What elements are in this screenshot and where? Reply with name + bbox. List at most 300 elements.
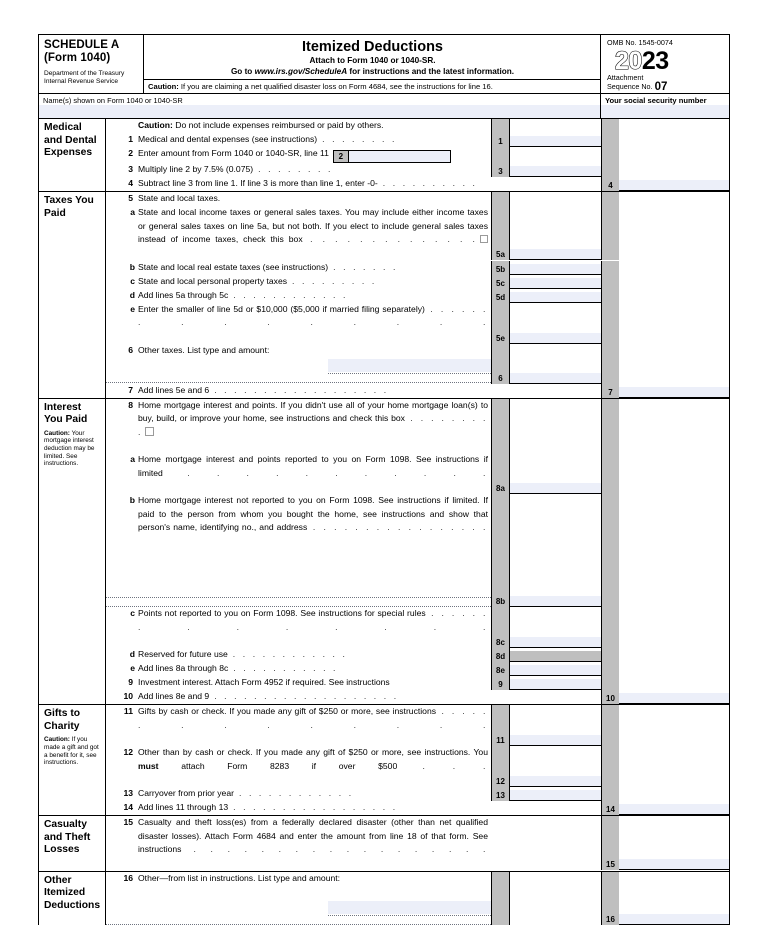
total-amount-input [619,147,729,163]
schedule-a-form [38,34,730,925]
line-description [138,147,491,163]
amount-columns [491,690,729,704]
ssn-field-label: Your social security number [601,94,729,105]
amount-input[interactable] [510,494,601,607]
line-description [138,303,491,344]
amount-cell [491,119,601,133]
amount-columns [491,607,729,648]
name-field-group[interactable] [39,94,601,118]
amount-input [510,648,601,662]
amount-line-tag: 8b [492,494,510,607]
amount-line-tag: 5b [492,261,510,275]
attachment-number: 07 [654,80,668,93]
line-number: 6 [128,344,133,355]
total-amount-input[interactable] [619,177,729,191]
leader-dots: . . . . . . . . . . . . . . . [138,303,488,328]
section-heading [39,192,105,397]
line-number: 11 [123,706,133,717]
total-amount-input[interactable] [619,816,729,870]
line-text-area [106,289,491,303]
line-description-text: Home mortgage interest not reported to you on Form 1098. See instructions if limited. If paid to the person from whom you bought the home, see instructions and show that person's name, identifying no., and address [138,494,488,533]
amount-input [510,147,601,163]
line-description-text: Points not reported to you on Form 1098. See instructions for special rules [138,608,426,619]
section-lines [105,816,729,870]
amount-columns [491,303,729,344]
total-line-tag: 14 [601,801,619,815]
amount-cell [491,399,601,453]
form-line [106,801,729,815]
total-line-tag: 15 [601,816,619,870]
amount-cell-spacer [491,690,601,704]
form-line [106,662,729,676]
amount-cell [491,872,601,925]
section-title: Taxes You Paid [44,195,94,219]
line-text-area [106,261,491,275]
amount-cell[interactable] [491,261,601,275]
write-in-line[interactable] [328,915,491,916]
line-number: 13 [123,788,133,799]
total-amount-input [619,705,729,746]
line-number: a [130,453,135,464]
attachment-sequence [607,74,725,91]
section-note-label: Caution: [44,429,70,437]
section-heading [39,399,105,705]
line-description [138,690,491,704]
line-text-area [106,648,491,662]
masthead-left [39,35,144,93]
dept-line-1: Department of the Treasury [44,70,125,77]
ssn-input[interactable] [601,105,729,118]
section-title: Medical and Dental Expenses [44,122,97,159]
amount-cell [491,147,601,163]
line-description [138,648,491,662]
line-description [138,119,491,133]
amount-cell [491,648,601,662]
form-line [106,192,729,206]
total-line-tag [601,746,619,787]
total-line-tag [601,163,619,177]
amount-columns [491,648,729,662]
election-checkbox[interactable] [145,427,154,436]
amount-columns [491,705,729,746]
line-description [138,787,491,801]
line-description [138,177,491,191]
amount-line-tag [492,192,510,206]
form-number-label: (Form 1040) [44,51,111,64]
name-input[interactable] [39,105,600,118]
amount-columns [491,261,729,275]
amount-line-tag [492,872,510,925]
leader-dots: . . . . . . . . . . . [162,467,488,478]
line-description-text: Carryover from prior year [138,788,234,799]
form-line [106,177,729,191]
line-description [138,453,491,494]
amount-cell[interactable] [491,676,601,690]
total-line-tag [601,147,619,163]
line-text-area [106,177,491,191]
amount-line-tag [492,119,510,133]
total-amount-input [619,453,729,494]
section-lines [105,119,729,191]
line-description [138,399,491,453]
attachment-label-1: Attachment [607,73,644,82]
total-amount-input [619,133,729,147]
amount-input[interactable] [510,289,601,303]
irs-url-link[interactable]: www.irs.gov/ScheduleA [254,67,348,76]
taxpayer-identification-row [39,93,729,118]
inline-line-tag: 2 [334,151,349,162]
page-title: Itemized Deductions [302,39,443,55]
section-lines [105,705,729,815]
leader-dots: . . . . . . . . . . . . [227,649,348,660]
total-line-tag [601,705,619,746]
amount-cell[interactable] [491,607,601,648]
goto-prefix: Go to [230,67,255,76]
amount-line-tag: 5c [492,275,510,289]
amount-line-tag: 13 [492,787,510,801]
amount-cell[interactable] [491,662,601,676]
total-line-tag [601,206,619,260]
amount-cell[interactable] [491,206,601,260]
amount-columns [491,816,729,870]
line-text-area [106,872,491,925]
caution-label: Caution: [148,82,179,92]
section-title: Casualty and Theft Losses [44,819,91,856]
amount-input[interactable] [510,303,601,344]
amount-input[interactable] [510,746,601,787]
line-text-area [106,453,491,494]
amount-columns [491,177,729,191]
line-description [138,494,491,548]
leader-dots: . . . . . . . . . . . . . . [138,608,488,632]
amount-input[interactable] [510,206,601,260]
line-number: b [129,261,135,272]
amount-line-tag: 8c [492,607,510,648]
amount-columns [491,801,729,815]
attachment-label-2: Sequence No. [607,81,653,91]
line-description [138,261,491,275]
amount-cell[interactable] [491,494,601,607]
line-number: 9 [128,677,133,688]
total-line-tag [601,676,619,690]
goto-suffix: for instructions and the latest information. [347,67,515,76]
line-text-area [106,676,491,690]
total-amount-input [619,303,729,344]
form-section [39,815,729,870]
line-caution-label: Caution: [138,120,173,131]
amount-input[interactable] [510,787,601,801]
line-text-area [106,133,491,147]
line-text-area [106,746,491,787]
line-description-text: Add lines 8a through 8c [138,663,229,674]
write-in-line[interactable] [106,597,491,598]
amount-input[interactable] [510,344,601,384]
leader-dots: . . . . . . . . . [138,413,488,437]
leader-dots: . . . . . . . . . . . . . . [138,706,488,730]
line-description [138,163,491,177]
line-description-text: Reserved for future use [138,649,228,660]
amount-columns [491,119,729,133]
form-line [106,275,729,289]
line-number: 16 [123,872,133,883]
amount-columns [491,163,729,177]
total-line-tag [601,275,619,289]
form-line [106,705,729,746]
amount-line-tag: 8d [492,648,510,662]
schedule-name [44,39,139,64]
leader-dots: . . . . . . . . . . [377,178,478,189]
amount-cell[interactable] [491,746,601,787]
amount-cell[interactable] [491,275,601,289]
amount-cell[interactable] [491,289,601,303]
line-description [138,801,491,815]
leader-dots: . . . . . . . . . . . . . . . . . . [181,844,488,855]
section-title: Interest You Paid [44,401,88,426]
amount-input[interactable] [510,453,601,494]
amount-cell[interactable] [491,303,601,344]
leader-dots: . . . . . . . . . . . . [233,788,354,799]
total-line-tag: 16 [601,872,619,925]
line-description [138,872,491,886]
line-text-area [106,206,491,260]
total-amount-input [619,746,729,787]
line-number: c [130,275,135,286]
masthead-right [601,35,729,93]
section-note [44,430,102,468]
total-amount-input[interactable] [619,801,729,815]
total-line-tag [601,303,619,344]
amount-columns [491,872,729,925]
masthead-caution [144,79,600,92]
form-line [106,690,729,704]
form-section [39,118,729,191]
line-description-text: Enter the smaller of line 5d or $10,000 ($5,000 if married filing separately) [138,303,425,314]
form-section [39,704,729,815]
amount-columns [491,662,729,676]
line-number: 5 [128,193,133,204]
inline-amount-box[interactable] [333,150,451,163]
line-number: 2 [128,148,133,159]
line-description [138,816,491,870]
form-line [106,648,729,662]
form-line [106,119,729,133]
line-description-text: Home mortgage interest and points reported to you on Form 1098. See instructions if limited [138,453,488,478]
amount-input[interactable] [510,662,601,676]
total-amount-input [619,192,729,206]
amount-input[interactable] [510,607,601,648]
ssn-field-group[interactable] [601,94,729,118]
amount-line-tag: 9 [492,676,510,690]
total-line-tag: 7 [601,384,619,398]
total-amount-input [619,163,729,177]
line-description-text-2: attach Form 8283 if over $500 [158,760,398,771]
leader-dots: . . . . . . . . . . . . . . [302,234,478,245]
election-checkbox[interactable] [480,235,489,244]
total-amount-input [619,787,729,801]
line-number: a [130,207,135,218]
section-lines [105,399,729,705]
leader-dots: . . . . . . . . . . . . . . . . . . [209,384,389,395]
section-lines [105,872,729,925]
leader-dots: . . . . . . . . [253,164,333,175]
line-number: d [129,649,135,660]
amount-columns [491,147,729,163]
leader-dots: . . . . . . . . . . . . . . . . . [228,802,398,813]
amount-line-tag [492,399,510,453]
masthead-center [144,35,601,93]
form-line [106,289,729,303]
inline-amount-input[interactable] [349,151,450,162]
amount-cell[interactable] [491,163,601,177]
line-description-text: Do not include expenses reimbursed or paid by others. [172,120,384,131]
total-amount-input [619,261,729,275]
line-description [138,289,491,303]
line-text-area [106,787,491,801]
amount-cell-spacer [491,816,601,870]
form-line [106,872,729,925]
amount-line-tag: 12 [492,746,510,787]
line-description [138,206,491,260]
form-section [39,191,729,397]
form-line [106,816,729,870]
line-description [138,662,491,676]
line-text-area [106,119,491,133]
line-number: 10 [123,691,133,702]
form-line [106,399,729,453]
amount-input[interactable] [510,261,601,275]
form-line [106,494,729,607]
line-description [138,607,491,648]
amount-line-tag: 3 [492,163,510,177]
leader-dots: . . . . . . . . . . . [228,663,339,674]
amount-cell[interactable] [491,133,601,147]
line-text-area [106,607,491,648]
tax-year-prefix: 20 [615,47,642,75]
total-line-tag [601,494,619,607]
line-description-text: Casualty and theft loss(es) from a federally declared disaster (other than net qualified disaster losses). Attach Form 4684 and enter the amount from line 18 of that form. See instructions [138,817,488,855]
caution-text: If you are claiming a net qualified disaster loss on Form 4684, see the instructions for line 16. [178,82,493,92]
amount-input[interactable] [510,275,601,289]
schedule-label: SCHEDULE A [44,39,120,51]
amount-input[interactable] [510,133,601,147]
name-field-label: Name(s) shown on Form 1040 or 1040-SR [39,94,600,105]
line-description-text: Investment interest. Attach Form 4952 if required. See instructions [138,677,390,688]
line-description-text: State and local real estate taxes (see instructions) [138,261,329,272]
line-description [138,192,491,206]
omb-number: OMB No. 1545-0074 [607,38,673,47]
line-number: e [130,303,135,314]
line-description-text: State and local income taxes or general sales taxes. You may include either income taxes or general sales taxes on line 5a, but not both. If you elect to include general sales taxes instead of income taxes, check this box [138,207,488,245]
form-line [106,746,729,787]
total-line-tag [601,399,619,453]
form-line [106,607,729,648]
amount-cell[interactable] [491,705,601,746]
form-sections [39,118,729,925]
form-line [106,676,729,690]
amount-columns [491,206,729,260]
amount-cell-spacer [491,177,601,191]
line-number: 4 [128,178,133,189]
line-number: 3 [128,164,133,175]
section-title: Gifts to Charity [44,708,81,732]
amount-line-tag: 5e [492,303,510,344]
form-line [106,133,729,147]
line-description-text: Add lines 5e and 6 [138,384,210,395]
line-description-text: Home mortgage interest and points. If you didn't use all of your home mortgage loan(s) to buy, build, or improve your home, see instructions and check this box [138,399,488,424]
line-description-text: Medical and dental expenses (see instructions) [138,134,318,145]
form-line [106,147,729,163]
total-amount-input[interactable] [619,690,729,704]
line-description [138,384,491,398]
write-in-field[interactable] [328,901,491,914]
form-line [106,787,729,801]
amount-line-tag: 8e [492,662,510,676]
write-in-line[interactable] [328,373,491,374]
amount-cell[interactable] [491,453,601,494]
total-line-tag [601,289,619,303]
write-in-field[interactable] [328,359,491,372]
line-text-area [106,163,491,177]
section-note-text: Your mortgage interest deduction may be limited. See instructions. [44,429,95,468]
amount-columns [491,676,729,690]
total-amount-input[interactable] [619,384,729,398]
line-text-area [106,303,491,344]
line-emphasis: must [138,760,159,771]
line-number: e [130,663,135,674]
amount-line-tag: 6 [492,344,510,384]
leader-dots: . . . . . . . . . . . . . . . . . [307,522,488,533]
total-line-tag [601,133,619,147]
amount-cell[interactable] [491,787,601,801]
total-amount-input[interactable] [619,872,729,925]
total-amount-input [619,676,729,690]
total-amount-input [619,662,729,676]
line-description-text: Other than by cash or check. If you made any gift of $250 or more, see instructions. You [138,747,488,758]
form-line [106,303,729,344]
goto-instruction [148,67,597,77]
line-description-text: Other taxes. List type and amount: [138,344,270,355]
section-title: Other Itemized Deductions [44,874,101,911]
amount-input[interactable] [510,705,601,746]
line-number: 15 [123,817,133,828]
line-description-text: Gifts by cash or check. If you made any gift of $250 or more, see instructions [138,706,437,717]
amount-input [510,872,601,925]
amount-input[interactable] [510,676,601,690]
total-amount-input [619,607,729,648]
amount-line-tag [492,147,510,163]
amount-cell[interactable] [491,344,601,384]
dept-line-2: Internal Revenue Service [44,78,119,86]
form-line [106,384,729,398]
amount-line-tag: 1 [492,133,510,147]
line-text-area [106,344,491,384]
amount-columns [491,384,729,398]
line-text-area [106,662,491,676]
section-heading [39,872,105,925]
section-note-label: Caution: [44,736,70,744]
form-line [106,206,729,260]
line-description-text: Add lines 8e and 9 [138,691,210,702]
amount-columns [491,453,729,494]
line-text-area [106,147,491,163]
leader-dots: . . . . . . . . . . . . . . . . . . . [209,691,399,702]
amount-line-tag: 8a [492,453,510,494]
total-amount-input [619,648,729,662]
amount-columns [491,494,729,607]
form-line [106,344,729,384]
line-number: 8 [128,399,133,410]
amount-input[interactable] [510,163,601,177]
